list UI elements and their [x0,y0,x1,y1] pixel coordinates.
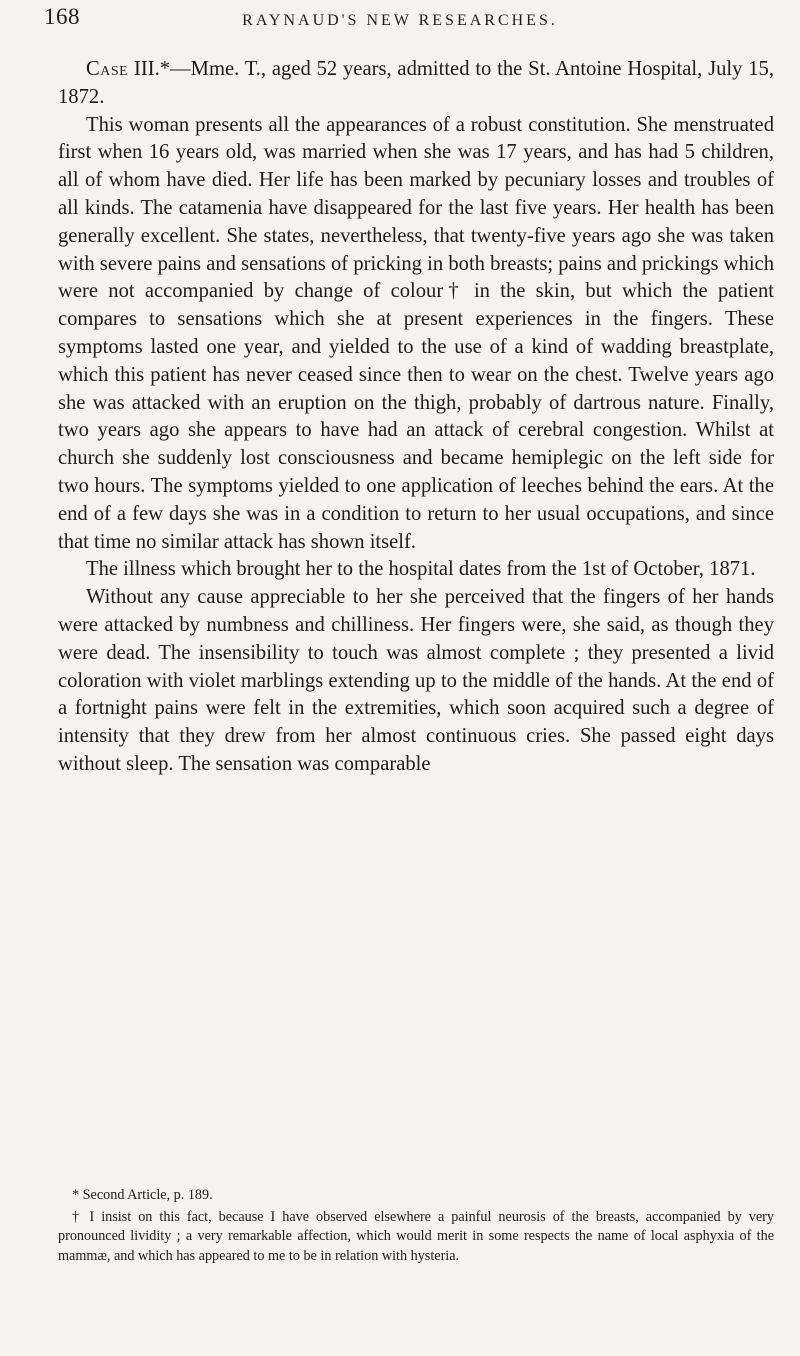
body-text [58,56,774,779]
case-number: III.* [134,58,171,80]
paragraph-onset: The illness which brought her to the hospital dates from the 1st of October, 1871. [86,558,756,581]
paragraph-symptoms: Without any cause appreciable to her she perceived that the fingers of her hands were attacked by numbness and chilliness. Her fingers were, she said, as though they were dead. The insensibility to touch was almost complete ; they presented a livid coloration with violet marblings extending up to the middle of the hands. At the end of a fortnight pains were felt in the extremities, which soon acquired such a degree of intensity that they drew from her almost continuous cries. She passed eight days without sleep. The sensation was comparable [58,586,774,775]
footnotes [58,1186,774,1268]
case-label: Case [86,58,129,80]
footnote-asterisk: * Second Article, p. 189. [72,1187,213,1203]
running-head: RAYNAUD'S NEW RESEARCHES. [242,12,558,29]
case-heading [58,56,774,112]
page-number: 168 [44,4,80,29]
paragraph-history: This woman presents all the appearances of a robust constitution. She menstruated first when 16 years old, was married when she was 17 years, and has had 5 children, all of whom have died. Her life has been marked by pecuniary losses and troubles of all kinds. The catamenia have disappeared for the last five years. Her health has been generally excellent. She states, nevertheless, that twenty-five years ago she was taken with severe pains and sensations of pricking in both breasts; pains and prickings which were not accompanied by change of colour† in the skin, but which the patient compares to sensations which she at present experiences in the fingers. These symptoms lasted one year, and yielded to the use of a kind of wadding breastplate, which this patient has never ceased since then to wear on the chest. Twelve years ago she was attacked with an eruption on the thigh, probably of dartrous nature. Finally, two years ago she appears to have had an attack of cerebral congestion. Whilst at church she suddenly lost consciousness and became hemiplegic on the left side for two hours. The symptoms yielded to one application of leeches behind the ears. At the end of a few days she was in a condition to return to her usual occupations, and since that time no similar attack has shown itself. [58,113,774,553]
footnote-dagger: † I insist on this fact, because I have observed elsewhere a painful neurosis of the breasts, accompanied by very pronounced lividity ; a very remarkable affection, which would merit in some respects the name of local asphyxia of the mammæ, and which has appeared to me to be in relation with hysteria. [58,1208,774,1264]
case-heading-text: —Mme. T., aged 52 years, admitted to the St. Antoine Hospital, July 15, 1872. [58,58,774,108]
